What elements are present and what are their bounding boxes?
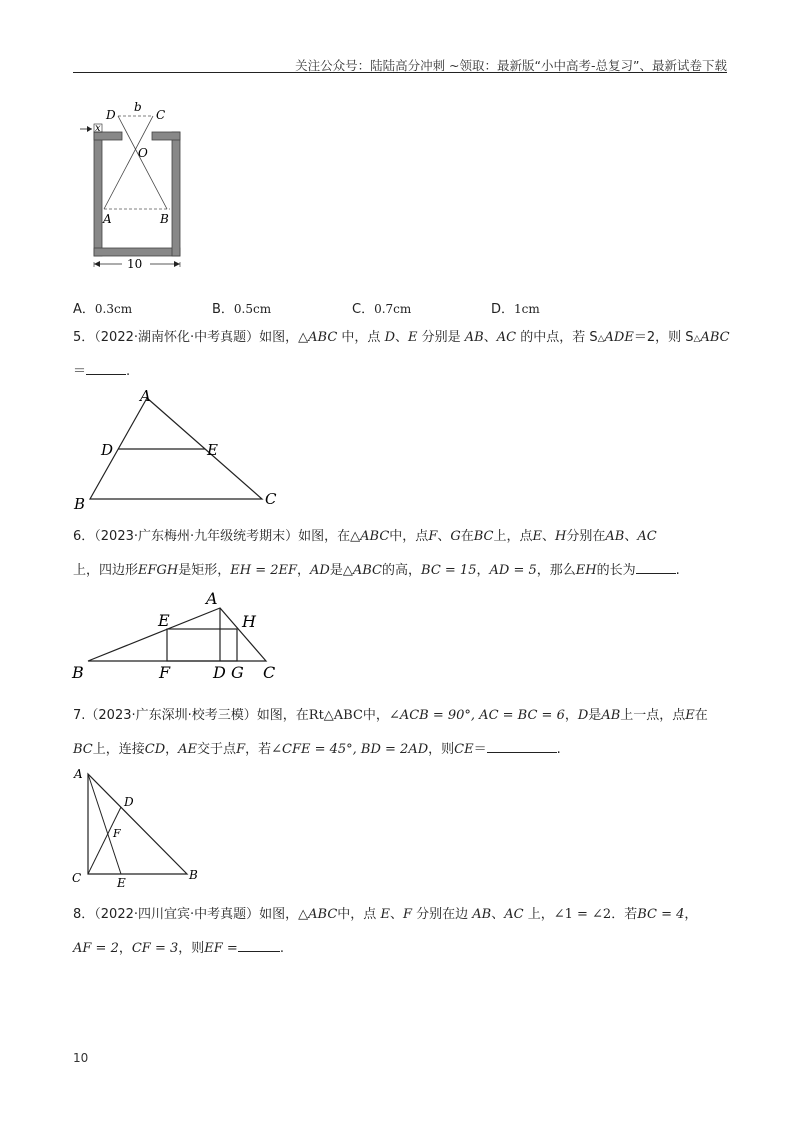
q4-option-d[interactable] xyxy=(491,298,540,317)
q6-label-e: E xyxy=(158,611,170,630)
q6-rectangle-efgh xyxy=(167,629,237,661)
q4-label-b: b xyxy=(134,100,142,114)
q4-option-b[interactable] xyxy=(212,298,271,317)
q6-label-g: G xyxy=(231,663,244,682)
q6-label-c: C xyxy=(263,663,276,682)
q6-label-d: D xyxy=(213,663,226,682)
option-value: 0.3cm xyxy=(94,302,133,316)
option-value: 0.7cm xyxy=(374,302,412,316)
page-number: 10 xyxy=(73,1051,89,1065)
option-value: 1cm xyxy=(514,302,540,316)
q7-text-line1: 7.（2023·广东深圳·校考三模）如图，在Rt△ABC中，∠ACB = 90°, AC = BC = 6，D是AB上一点，点E在 xyxy=(73,708,708,723)
q8-answer-blank[interactable] xyxy=(238,939,280,952)
q7-segment-cd xyxy=(88,807,121,874)
q4-frame xyxy=(94,132,180,256)
option-letter: A． xyxy=(73,302,95,317)
q5-label-c: C xyxy=(265,490,277,508)
q5-figure xyxy=(70,386,290,510)
q6-answer-blank[interactable] xyxy=(636,561,676,574)
q4-label-d: D xyxy=(106,108,116,122)
q7-answer-blank[interactable] xyxy=(487,740,557,753)
q6-label-a: A xyxy=(206,589,218,608)
q5-text-line1: 5．（2022·湖南怀化·中考真题）如图，△ABC 中，点 D、E 分别是 AB、AC 的中点，若 S△ADE＝2，则 S△ABC xyxy=(73,330,730,345)
q6-figure xyxy=(70,586,290,686)
q4-option-c[interactable] xyxy=(352,298,411,317)
q7-label-e: E xyxy=(117,876,126,890)
q4-x-arrowhead xyxy=(87,126,92,132)
q7-figure xyxy=(70,764,210,892)
option-value: 0.5cm xyxy=(233,302,272,316)
q4-label-ten: 10 xyxy=(127,257,143,270)
q6-text-line2: 上，四边形EFGH是矩形，EH = 2EF，AD是△ABC的高，BC = 15，AD = 5，那么EH的长为 . xyxy=(73,563,680,578)
q4-line-ca xyxy=(104,116,153,209)
q6-triangle-abc xyxy=(88,608,266,661)
q7-label-b: B xyxy=(189,868,198,882)
q4-label-c: C xyxy=(156,108,166,122)
option-letter: C． xyxy=(352,302,375,317)
q5-label-a: A xyxy=(140,387,151,405)
q5-text-line2: ＝ . xyxy=(73,364,131,379)
q4-line-db xyxy=(118,116,167,209)
q5-answer-blank[interactable] xyxy=(86,362,126,375)
q5-label-d: D xyxy=(101,441,114,459)
option-letter: B． xyxy=(212,302,234,317)
q7-text-line2: BC上，连接CD，AE交于点F，若∠CFE = 45°, BD = 2AD，则CE＝ . xyxy=(73,742,561,757)
q4-label-x: x xyxy=(95,123,101,134)
q7-segment-ae xyxy=(88,774,121,874)
q7-label-f: F xyxy=(113,827,121,840)
q8-text-line1: 8．（2022·四川宜宾·中考真题）如图，△ABC中，点 E、F 分别在边 AB、AC 上，∠1 = ∠2．若BC = 4， xyxy=(73,907,698,922)
q6-label-h: H xyxy=(242,612,256,631)
q6-text-line1: 6．（2023·广东梅州·九年级统考期末）如图，在△ABC中，点F、G在BC上，点E、H分别在AB、AC xyxy=(73,529,657,544)
q7-triangle-abc xyxy=(88,774,187,874)
q5-label-e: E xyxy=(207,441,218,459)
q4-label-b-point: B xyxy=(160,212,169,226)
q7-label-c: C xyxy=(72,871,82,885)
page-header: 关注公众号：陆陆高分冲刺 ~领取：最新版“小中高考-总复习”、最新试卷下载 xyxy=(295,58,727,73)
q8-text-line2: AF = 2，CF = 3，则EF = . xyxy=(73,941,284,956)
header-rule xyxy=(73,72,727,73)
q5-label-b: B xyxy=(74,495,86,510)
q4-label-o: O xyxy=(138,146,148,160)
q6-label-f: F xyxy=(159,663,171,682)
option-letter: D． xyxy=(491,302,515,317)
q7-label-a: A xyxy=(74,767,83,781)
q4-option-a[interactable] xyxy=(73,298,132,317)
q6-label-b: B xyxy=(72,663,84,682)
q7-label-d: D xyxy=(124,795,134,809)
q4-label-a: A xyxy=(103,212,112,226)
q4-figure xyxy=(70,98,210,270)
